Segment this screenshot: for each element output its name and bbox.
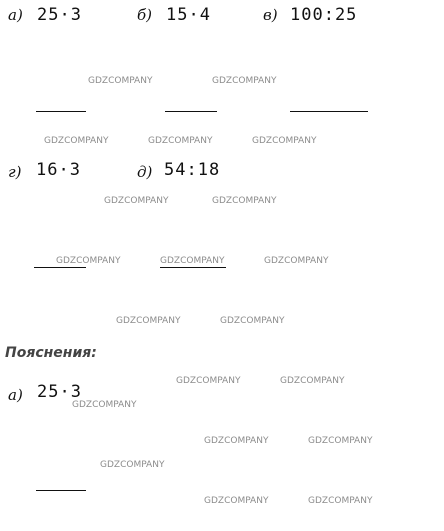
watermark-text: GDZCOMPANY — [104, 196, 169, 206]
chain-label: б) — [137, 6, 153, 24]
chain-label: а) — [8, 6, 23, 24]
watermark-text: GDZCOMPANY — [212, 76, 277, 86]
watermark-text: GDZCOMPANY — [148, 136, 213, 146]
chain-start-expression: 54:18 — [164, 160, 221, 180]
chain-label: г) — [8, 163, 22, 181]
chain-start-expression: 25·3 — [37, 5, 82, 25]
watermark-text: GDZCOMPANY — [116, 316, 181, 326]
watermark-text: GDZCOMPANY — [264, 256, 329, 266]
chain-start-expression: 100:25 — [290, 5, 358, 25]
result-line — [290, 111, 368, 112]
result-line — [36, 490, 86, 491]
chain-label: д) — [137, 163, 153, 181]
watermark-text: GDZCOMPANY — [160, 256, 225, 266]
watermark-text: GDZCOMPANY — [88, 76, 153, 86]
watermark-text: GDZCOMPANY — [252, 136, 317, 146]
result-line — [160, 267, 226, 268]
chain-label: в) — [263, 6, 278, 24]
watermark-text: GDZCOMPANY — [280, 376, 345, 386]
watermark-text: GDZCOMPANY — [308, 496, 373, 506]
result-line — [36, 111, 86, 112]
chain-start-expression: 25·3 — [37, 382, 82, 402]
chain-start-expression: 15·4 — [166, 5, 211, 25]
chain-label: а) — [8, 386, 23, 404]
watermark-text: GDZCOMPANY — [56, 256, 121, 266]
result-line — [165, 111, 217, 112]
explanation-title: Пояснения: — [5, 345, 97, 361]
watermark-text: GDZCOMPANY — [212, 196, 277, 206]
chain-start-expression: 16·3 — [36, 160, 81, 180]
watermark-text: GDZCOMPANY — [72, 400, 137, 410]
watermark-text: GDZCOMPANY — [176, 376, 241, 386]
watermark-text: GDZCOMPANY — [204, 436, 269, 446]
watermark-text: GDZCOMPANY — [100, 460, 165, 470]
result-line — [34, 267, 86, 268]
watermark-text: GDZCOMPANY — [204, 496, 269, 506]
watermark-text: GDZCOMPANY — [44, 136, 109, 146]
watermark-text: GDZCOMPANY — [308, 436, 373, 446]
watermark-text: GDZCOMPANY — [220, 316, 285, 326]
